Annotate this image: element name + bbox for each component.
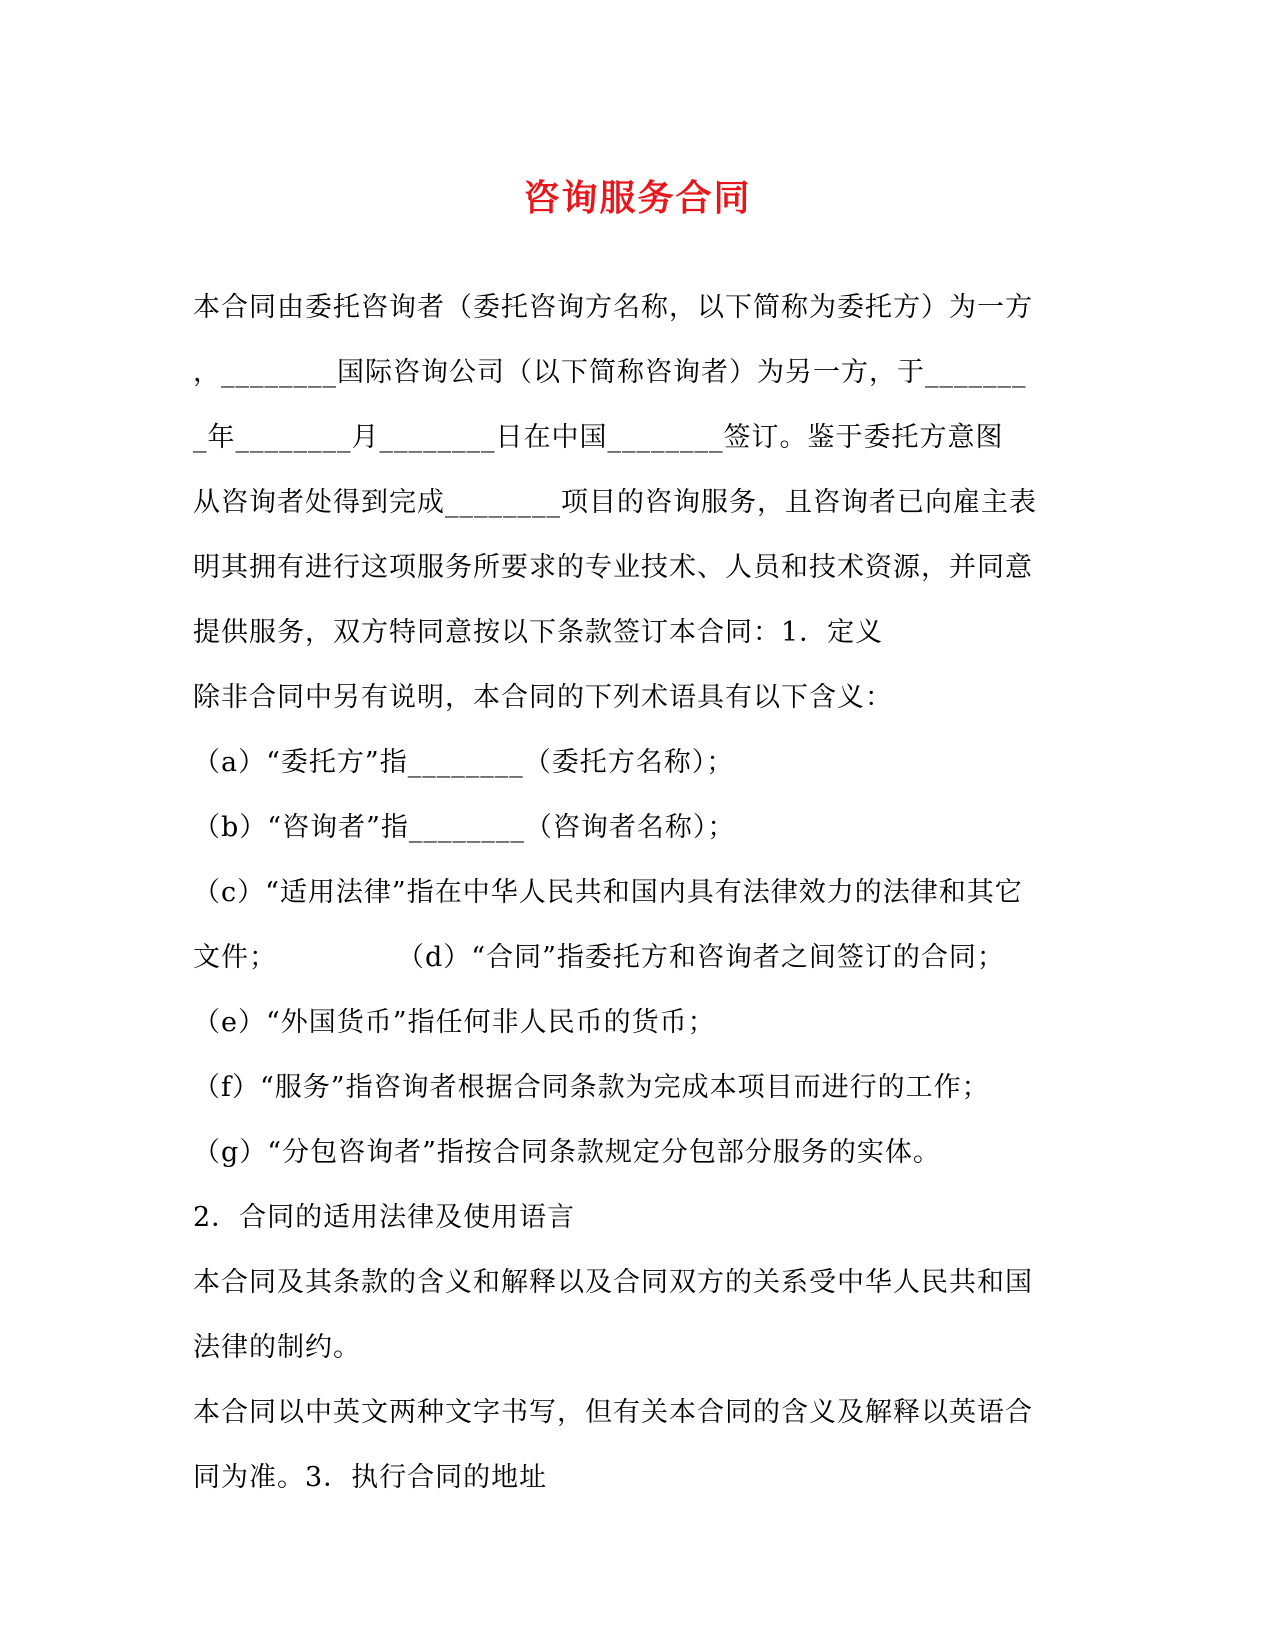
text-line: 明其拥有进行这项服务所要求的专业技术、人员和技术资源，并同意 — [193, 552, 1033, 583]
definition-d: （d）“合同”指委托方和咨询者之间签订的合同； — [397, 942, 1005, 973]
text-line-with-definition-d — [193, 934, 1093, 999]
text-line: 本合同及其条款的含义和解释以及合同双方的关系受中华人民共和国 — [193, 1267, 1033, 1298]
definition-a: （a）“委托方”指________（委托方名称）； — [193, 747, 735, 778]
text-line: 除非合同中另有说明，本合同的下列术语具有以下含义： — [193, 682, 893, 713]
text-line: 本合同由委托咨询者（委托咨询方名称，以下简称为委托方）为一方 — [193, 292, 1033, 323]
definition-f: （f）“服务”指咨询者根据合同条款为完成本项目而进行的工作； — [193, 1072, 990, 1103]
definition-c-end: 文件； — [193, 942, 277, 973]
text-line: 同为准。3．执行合同的地址 — [193, 1462, 548, 1493]
document-title: 咨询服务合同 — [523, 177, 752, 219]
text-line: _年________月________日在中国________签订。鉴于委托方意图 — [193, 422, 1004, 453]
text-line: 法律的制约。 — [193, 1332, 361, 1363]
text-line: 从咨询者处得到完成________项目的咨询服务，且咨询者已向雇主表 — [193, 487, 1037, 518]
text-line: 提供服务，双方特同意按以下条款签订本合同：1．定义 — [193, 617, 884, 648]
document-body — [193, 284, 1093, 1519]
section-heading: 2．合同的适用法律及使用语言 — [193, 1202, 576, 1233]
definition-e: （e）“外国货币”指任何非人民币的货币； — [193, 1007, 716, 1038]
text-line: 本合同以中英文两种文字书写，但有关本合同的含义及解释以英语合 — [193, 1397, 1033, 1428]
definition-b: （b）“咨询者”指________（咨询者名称）； — [193, 812, 736, 843]
text-line: ，________国际咨询公司（以下简称咨询者）为另一方，于_______ — [193, 357, 1027, 388]
definition-c: （c）“适用法律”指在中华人民共和国内具有法律效力的法律和其它 — [193, 877, 1023, 908]
definition-g: （g）“分包咨询者”指按合同条款规定分包部分服务的实体。 — [193, 1137, 941, 1168]
